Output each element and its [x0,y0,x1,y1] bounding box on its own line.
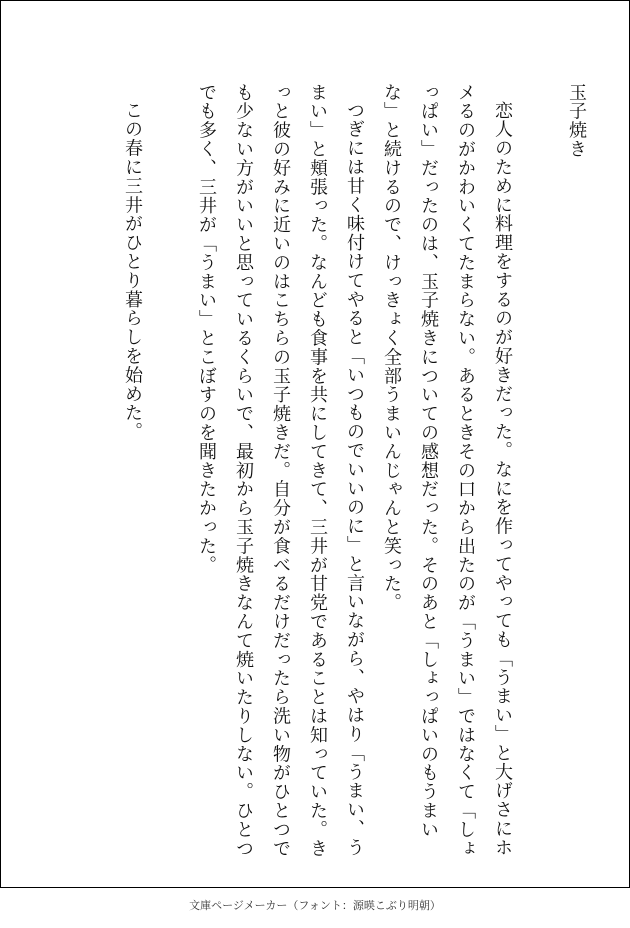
paragraph-1: 恋人のために料理をするのが好きだった。なにを作ってやっても「うまい」と大げさにホメるのがかわいくてたまらない。あるときその口から出たのが「うまい」ではなくて「しょっぱい」だったのは、玉子焼きについての感想だった。そのあと「しょっぱいのもうまいな」と続けるので、けっきょく全部うまいんじゃんと笑った。 [381,83,513,858]
blank-line [151,83,188,120]
footer-credit: 文庫ページメーカー（フォント：源暎こぶり明朝） [189,899,441,912]
story-title: 玉子焼き [566,83,587,159]
paragraph-3: この春に三井がひとり暮らしを始めた。 [122,101,143,442]
paragraph-2: つぎには甘く味付けてやると「いつものでいいのに」と言いながら、やはり「うまい、うまい」と頬張った。なんども食事を共にしてきて、三井が甘党であることは知っていた。きっと彼の好みに近いのはこちらの玉子焼きだ。自分が食べるだけだったら洗い物がひとつでも少ない方がいいと思っているくらいで、最初から玉子焼きなんて焼いたりしない。ひとつでも多く、三井が「うまい」とこぼすのを聞きたかった。 [196,83,365,858]
vertical-text-body [114,83,595,867]
